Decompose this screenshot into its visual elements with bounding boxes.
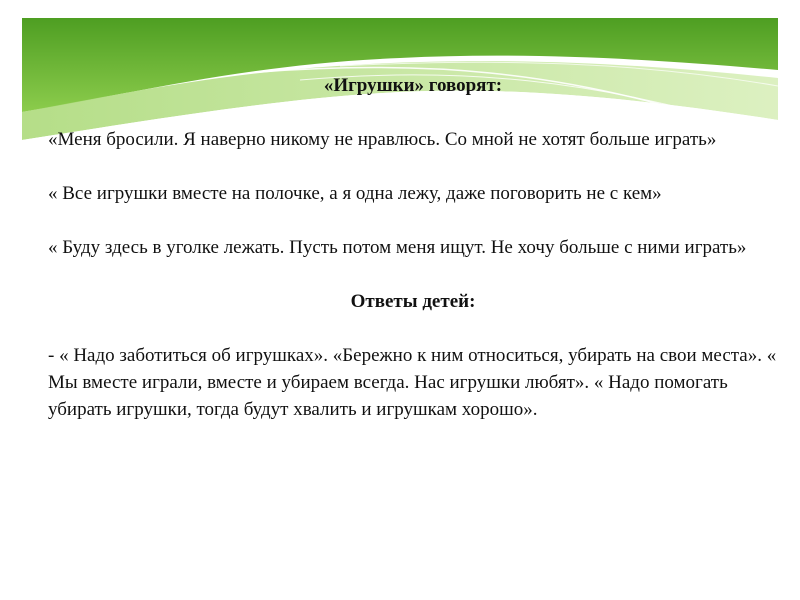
toy-quote-2: « Все игрушки вместе на полочке, а я одна лежу, даже поговорить не с кем»	[48, 183, 662, 204]
toy-quote-1: «Меня бросили. Я наверно никому не нравлюсь. Со мной не хотят больше играть»	[48, 129, 717, 150]
slide-title: «Игрушки» говорят:	[323, 75, 503, 96]
answers-text: - « Надо заботиться об игрушках». «Бережно к ним относиться, убирать на свои места». « Мы вместе играли, вместе и убираем всегда. Нас игрушки любят». « Надо помогать убирать игрушки, тогда будут хвалить и игрушкам хорошо».	[48, 345, 777, 420]
toy-quote-3: « Буду здесь в уголке лежать. Пусть потом меня ищут. Не хочу больше с ними играть»	[48, 237, 747, 258]
answers-heading: Ответы детей:	[350, 291, 476, 312]
slide-content	[48, 72, 778, 423]
